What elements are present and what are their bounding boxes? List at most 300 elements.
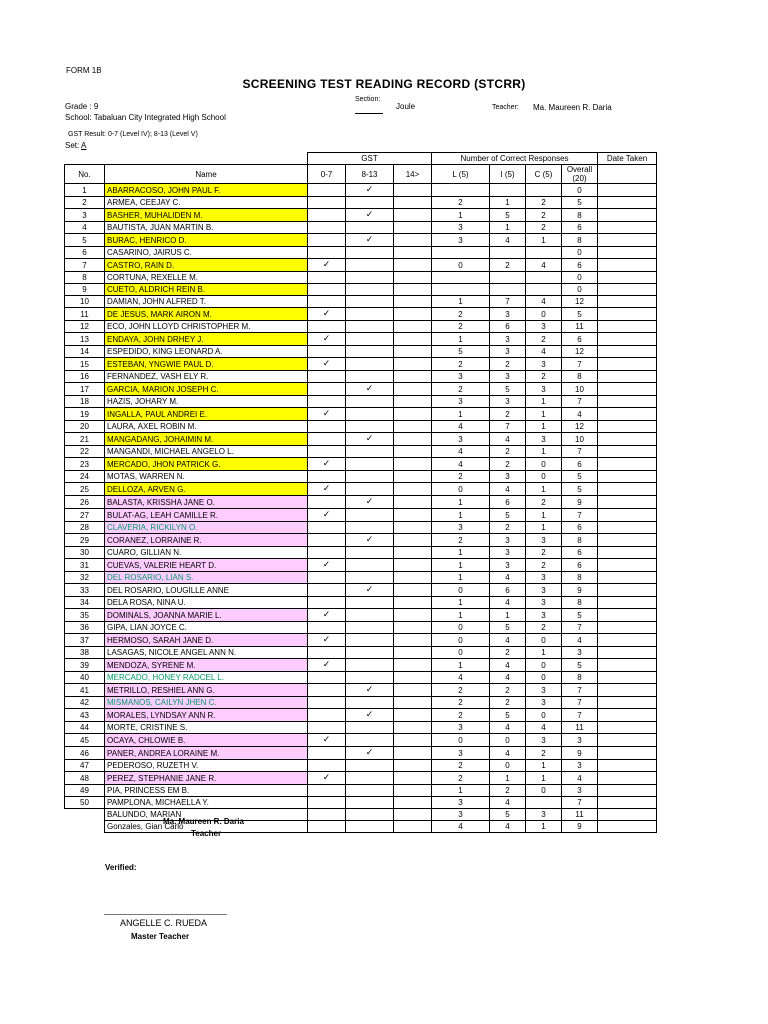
table-row [65,572,657,584]
date-taken-cell [598,659,657,672]
gst-8-13-cell [346,308,394,321]
table-row [65,346,657,358]
literal-score: 1 [432,333,490,346]
overall-score: 3 [562,647,598,659]
critical-score: 0 [526,785,562,797]
overall-score: 6 [562,559,598,572]
overall-score: 6 [562,259,598,272]
literal-score: 2 [432,760,490,772]
overall-score: 7 [562,709,598,722]
overall-score: 11 [562,321,598,333]
student-name: MORTE, CRISTINE S. [105,722,308,734]
critical-score: 1 [526,821,562,833]
row-number: 32 [65,572,105,584]
date-taken-cell [598,433,657,446]
row-number: 15 [65,358,105,371]
date-taken-cell [598,797,657,809]
row-number: 43 [65,709,105,722]
literal-score: 3 [432,722,490,734]
check-mark-icon: ✓ [365,235,374,245]
critical-score: 3 [526,684,562,697]
overall-score: 7 [562,697,598,709]
literal-score: 0 [432,483,490,496]
gst-0-7-cell [308,272,346,284]
inferential-score: 5 [490,509,526,522]
header-range-0-7: 0-7 [308,165,346,184]
inferential-score: 4 [490,722,526,734]
gst-8-13-cell [346,333,394,346]
inferential-score: 2 [490,697,526,709]
student-name: ESPEDIDO, KING LEONARD A. [105,346,308,358]
table-row [65,259,657,272]
table-row [65,471,657,483]
gst-8-13-cell [346,496,394,509]
date-taken-cell [598,222,657,234]
gst-8-13-cell [346,785,394,797]
gst-14-cell [394,559,432,572]
row-number: 19 [65,408,105,421]
overall-score: 6 [562,547,598,559]
overall-score: 5 [562,471,598,483]
gst-0-7-cell [308,358,346,371]
inferential-score: 2 [490,358,526,371]
date-taken-cell [598,358,657,371]
gst-0-7-cell [308,609,346,622]
overall-score: 8 [562,209,598,222]
overall-score: 9 [562,821,598,833]
inferential-score: 3 [490,559,526,572]
gst-8-13-cell [346,709,394,722]
overall-score: 8 [562,597,598,609]
date-taken-cell [598,509,657,522]
table-row [65,659,657,672]
gst-14-cell [394,458,432,471]
literal-score: 4 [432,672,490,684]
gst-8-13-cell [346,760,394,772]
table-row [65,684,657,697]
school-label: School: Tabaluan City Integrated High School [65,113,226,122]
literal-score [432,247,490,259]
date-taken-cell [598,522,657,534]
date-taken-cell [598,734,657,747]
critical-score: 1 [526,483,562,496]
gst-14-cell [394,509,432,522]
literal-score: 4 [432,446,490,458]
critical-score: 3 [526,383,562,396]
row-number [65,821,105,833]
gst-8-13-cell [346,609,394,622]
gst-0-7-cell [308,209,346,222]
gst-14-cell [394,446,432,458]
date-taken-cell [598,760,657,772]
gst-0-7-cell [308,821,346,833]
row-number: 40 [65,672,105,684]
gst-14-cell [394,709,432,722]
literal-score: 0 [432,584,490,597]
literal-score: 3 [432,433,490,446]
critical-score: 3 [526,609,562,622]
student-name: DAMIAN, JOHN ALFRED T. [105,296,308,308]
set-label-text: Set: [65,141,82,150]
check-mark-icon: ✓ [365,685,374,695]
overall-score: 10 [562,383,598,396]
table-row [65,433,657,446]
table-row [65,609,657,622]
inferential-score: 4 [490,797,526,809]
student-name: ABARRACOSO, JOHN PAUL F. [105,184,308,197]
check-mark-icon: ✓ [322,773,331,783]
date-taken-cell [598,534,657,547]
check-mark-icon: ✓ [365,710,374,720]
row-number: 13 [65,333,105,346]
gst-0-7-cell [308,559,346,572]
row-number: 27 [65,509,105,522]
row-number: 28 [65,522,105,534]
student-name: DEL ROSARIO, LOUGILLE ANNE [105,584,308,597]
gst-14-cell [394,634,432,647]
gst-0-7-cell [308,672,346,684]
gst-8-13-cell [346,747,394,760]
student-name: PEREZ, STEPHANIE JANE R. [105,772,308,785]
gst-14-cell [394,197,432,209]
critical-score: 1 [526,234,562,247]
row-number: 6 [65,247,105,259]
row-number: 45 [65,734,105,747]
date-taken-cell [598,234,657,247]
table-row [65,296,657,308]
inferential-score: 4 [490,672,526,684]
row-number: 36 [65,622,105,634]
gst-0-7-cell [308,647,346,659]
inferential-score: 2 [490,785,526,797]
gst-14-cell [394,408,432,421]
literal-score: 3 [432,747,490,760]
header-spacer [65,153,105,165]
gst-8-13-cell [346,684,394,697]
check-mark-icon: ✓ [322,459,331,469]
overall-score: 4 [562,772,598,785]
literal-score: 1 [432,785,490,797]
gst-14-cell [394,609,432,622]
inferential-score: 2 [490,684,526,697]
literal-score: 0 [432,647,490,659]
inferential-score: 4 [490,821,526,833]
literal-score: 2 [432,197,490,209]
gst-8-13-cell [346,433,394,446]
literal-score: 3 [432,522,490,534]
row-number: 25 [65,483,105,496]
literal-score: 2 [432,308,490,321]
date-taken-cell [598,547,657,559]
table-row [65,247,657,259]
table-row [65,722,657,734]
row-number: 35 [65,609,105,622]
gst-0-7-cell [308,433,346,446]
date-taken-cell [598,697,657,709]
form-label: FORM 1B [66,66,102,75]
check-mark-icon: ✓ [322,510,331,520]
gst-0-7-cell [308,772,346,785]
gst-14-cell [394,222,432,234]
row-number: 2 [65,197,105,209]
date-taken-cell [598,197,657,209]
gst-0-7-cell [308,284,346,296]
inferential-score: 7 [490,296,526,308]
gst-14-cell [394,584,432,597]
gst-0-7-cell [308,522,346,534]
set-label [65,141,86,150]
gst-14-cell [394,659,432,672]
critical-score: 2 [526,747,562,760]
table-row [65,197,657,209]
gst-8-13-cell [346,396,394,408]
row-number: 41 [65,684,105,697]
row-number: 14 [65,346,105,358]
date-taken-cell [598,471,657,483]
gst-8-13-cell [346,346,394,358]
critical-score: 2 [526,209,562,222]
inferential-score: 0 [490,734,526,747]
gst-0-7-cell [308,785,346,797]
inferential-score: 3 [490,371,526,383]
gst-14-cell [394,622,432,634]
table-row [65,821,657,833]
date-taken-cell [598,496,657,509]
gst-8-13-cell [346,371,394,383]
literal-score: 1 [432,509,490,522]
gst-0-7-cell [308,458,346,471]
page-title: SCREENING TEST READING RECORD (STCRR) [242,77,526,91]
literal-score: 2 [432,358,490,371]
row-number: 5 [65,234,105,247]
literal-score: 2 [432,321,490,333]
literal-score: 2 [432,772,490,785]
date-taken-cell [598,421,657,433]
gst-14-cell [394,772,432,785]
gst-0-7-cell [308,734,346,747]
row-number: 22 [65,446,105,458]
overall-score: 9 [562,496,598,509]
student-name: PIA, PRINCESS EM B. [105,785,308,797]
check-mark-icon: ✓ [322,260,331,270]
date-taken-cell [598,259,657,272]
overall-score: 8 [562,371,598,383]
check-mark-icon: ✓ [365,585,374,595]
table-row [65,184,657,197]
critical-score: 1 [526,760,562,772]
date-taken-cell [598,371,657,383]
literal-score: 1 [432,597,490,609]
student-name: INGALLA, PAUL ANDREI E. [105,408,308,421]
header-name: Name [105,165,308,184]
critical-score: 3 [526,734,562,747]
inferential-score: 5 [490,622,526,634]
gst-0-7-cell [308,483,346,496]
literal-score: 4 [432,421,490,433]
literal-score: 1 [432,572,490,584]
student-name: CLAVERIA, RICKILYN O. [105,522,308,534]
table-row [65,509,657,522]
critical-score [526,797,562,809]
date-taken-cell [598,747,657,760]
critical-score: 3 [526,697,562,709]
critical-score: 1 [526,647,562,659]
overall-score: 7 [562,396,598,408]
table-row [65,396,657,408]
gst-0-7-cell [308,597,346,609]
date-taken-cell [598,609,657,622]
gst-0-7-cell [308,471,346,483]
student-name: DEL ROSARIO, LIAN S. [105,572,308,584]
table-row [65,747,657,760]
critical-score: 0 [526,634,562,647]
date-taken-cell [598,483,657,496]
student-name: CUARO, GILLIAN N. [105,547,308,559]
gst-8-13-cell [346,821,394,833]
signature-line [104,914,227,915]
critical-score: 2 [526,547,562,559]
check-mark-icon: ✓ [365,748,374,758]
gst-8-13-cell [346,358,394,371]
gst-14-cell [394,471,432,483]
literal-score: 0 [432,259,490,272]
student-name: GARCIA, MARION JOSEPH C. [105,383,308,396]
check-mark-icon: ✓ [365,210,374,220]
check-mark-icon: ✓ [322,635,331,645]
gst-0-7-cell [308,747,346,760]
header-date-blank [598,165,657,184]
overall-score: 12 [562,421,598,433]
verified-label: Verified: [105,863,137,872]
master-teacher-role: Master Teacher [131,932,190,941]
gst-8-13-cell [346,697,394,709]
inferential-score: 4 [490,234,526,247]
inferential-score: 4 [490,747,526,760]
gst-0-7-cell [308,697,346,709]
critical-score: 1 [526,396,562,408]
set-value: A [81,141,87,150]
table-row [65,333,657,346]
gst-0-7-cell [308,634,346,647]
gst-result-note: GST Result: 0-7 (Level IV); 8-13 (Level V) [68,131,198,138]
gst-8-13-cell [346,809,394,821]
table-row [65,483,657,496]
table-row [65,371,657,383]
teacher-label: Teacher: [492,104,519,111]
section-label: Section: [355,96,381,103]
header-inferential: I (5) [490,165,526,184]
row-number: 26 [65,496,105,509]
literal-score: 3 [432,234,490,247]
gst-14-cell [394,358,432,371]
gst-0-7-cell [308,396,346,408]
gst-0-7-cell [308,797,346,809]
gst-8-13-cell [346,383,394,396]
inferential-score: 1 [490,197,526,209]
header-no: No. [65,165,105,184]
critical-score: 2 [526,222,562,234]
inferential-score: 2 [490,408,526,421]
gst-8-13-cell [346,522,394,534]
gst-14-cell [394,433,432,446]
critical-score: 4 [526,722,562,734]
gst-14-cell [394,259,432,272]
teacher-signatory-role: Teacher [191,829,222,838]
overall-score: 6 [562,333,598,346]
overall-score: 0 [562,272,598,284]
table-row [65,597,657,609]
table-row [65,358,657,371]
gst-8-13-cell [346,197,394,209]
gst-0-7-cell [308,446,346,458]
inferential-score: 3 [490,534,526,547]
gst-0-7-cell [308,184,346,197]
gst-14-cell [394,308,432,321]
gst-14-cell [394,383,432,396]
grade-label: Grade : 9 [65,102,99,111]
gst-8-13-cell [346,184,394,197]
check-mark-icon: ✓ [365,535,374,545]
overall-score: 8 [562,234,598,247]
literal-score: 5 [432,346,490,358]
date-taken-cell [598,308,657,321]
critical-score: 1 [526,522,562,534]
gst-8-13-cell [346,509,394,522]
header-overall: Overall (20) [562,165,598,184]
inferential-score: 5 [490,383,526,396]
gst-8-13-cell [346,659,394,672]
student-name: PEDEROSO, RUZETH V. [105,760,308,772]
critical-score: 2 [526,371,562,383]
student-name: ENDAYA, JOHN DRHEY J. [105,333,308,346]
critical-score: 4 [526,296,562,308]
table-row [65,534,657,547]
inferential-score [490,184,526,197]
student-name: ARMEA, CEEJAY C. [105,197,308,209]
date-taken-cell [598,634,657,647]
gst-14-cell [394,421,432,433]
date-taken-cell [598,446,657,458]
gst-8-13-cell [346,272,394,284]
row-number: 49 [65,785,105,797]
gst-8-13-cell [346,734,394,747]
student-name: CASTRO, RAIN D. [105,259,308,272]
critical-score: 0 [526,308,562,321]
student-name: DOMINALS, JOANNA MARIE L. [105,609,308,622]
gst-8-13-cell [346,534,394,547]
table-row [65,522,657,534]
gst-8-13-cell [346,797,394,809]
inferential-score: 5 [490,209,526,222]
section-value: Joule [396,102,416,111]
gst-14-cell [394,684,432,697]
check-mark-icon: ✓ [322,610,331,620]
critical-score: 3 [526,809,562,821]
student-name: ESTEBAN, YNGWIE PAUL D. [105,358,308,371]
date-taken-cell [598,408,657,421]
gst-8-13-cell [346,421,394,433]
table-row [65,622,657,634]
gst-8-13-cell [346,572,394,584]
row-number: 1 [65,184,105,197]
inferential-score: 5 [490,709,526,722]
check-mark-icon: ✓ [322,359,331,369]
inferential-score: 6 [490,496,526,509]
date-taken-cell [598,559,657,572]
student-name: BALASTA, KRISSHA JANE O. [105,496,308,509]
gst-0-7-cell [308,308,346,321]
critical-score: 0 [526,471,562,483]
